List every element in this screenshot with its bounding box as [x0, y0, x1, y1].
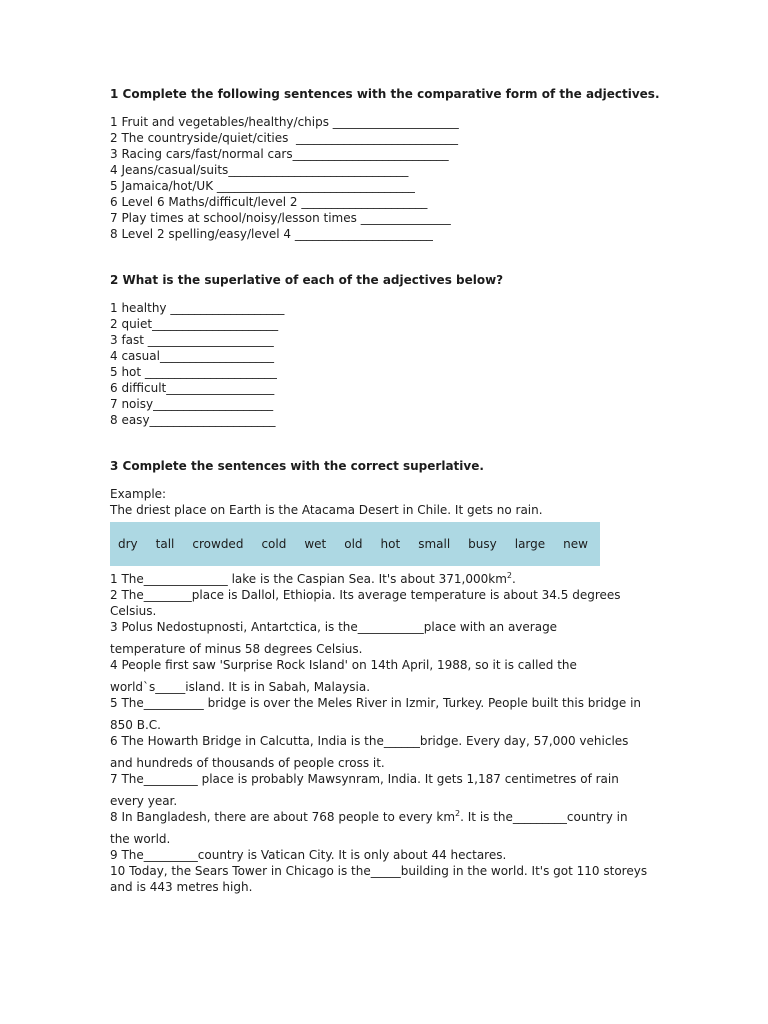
comparative-item: 7 Play times at school/noisy/lesson times _______________ — [110, 211, 451, 225]
comparative-item: 4 Jeans/casual/suits______________________________ — [110, 163, 409, 177]
comparative-item: 6 Level 6 Maths/difficult/level 2 _____________________ — [110, 195, 428, 209]
comparative-item: 2 The countryside/quiet/cities ___________________________ — [110, 131, 459, 145]
exercise-3 — [110, 458, 670, 895]
gap-fill-text: and hundreds of thousands of people cross it. — [110, 756, 385, 770]
gap-fill-line — [110, 863, 670, 879]
example-block — [110, 486, 670, 518]
gap-fill-line — [110, 619, 670, 635]
exercise-1-heading: 1 Complete the following sentences with the comparative form of the adjectives. — [110, 87, 660, 101]
gap-fill-line — [110, 695, 670, 711]
gap-fill-text: 8 In Bangladesh, there are about 768 people to every km — [110, 810, 456, 824]
example-label: Example: — [110, 487, 167, 501]
gap-fill-line — [110, 679, 670, 695]
gap-fill-line — [110, 587, 670, 603]
gap-fill-text: . — [512, 572, 516, 586]
gap-fill-line — [110, 755, 670, 771]
gap-fill-line — [110, 809, 670, 825]
comparative-item: 5 Jamaica/hot/UK _________________________________ — [110, 179, 415, 193]
gap-fill-text: . It is the_________country in — [460, 810, 628, 824]
gap-fill-line — [110, 603, 670, 619]
gap-fill-text: 850 B.C. — [110, 718, 161, 732]
exercise-2-heading: 2 What is the superlative of each of the adjectives below? — [110, 273, 504, 287]
word-bank-word: dry — [118, 537, 138, 551]
superlative-item: 8 easy_____________________ — [110, 413, 276, 427]
gap-fill-text: 2 The________place is Dallol, Ethiopia. Its average temperature is about 34.5 degrees — [110, 588, 621, 602]
word-bank-word: hot — [380, 537, 401, 551]
gap-fill-line — [110, 771, 670, 787]
superlative-item: 1 healthy ___________________ — [110, 301, 285, 315]
comparative-item: 8 Level 2 spelling/easy/level 4 _______________________ — [110, 227, 433, 241]
gap-fill-line — [110, 657, 670, 673]
gap-fill-text: 6 The Howarth Bridge in Calcutta, India is the______bridge. Every day, 57,000 vehicles — [110, 734, 629, 748]
exercise-3-heading: 3 Complete the sentences with the correct superlative. — [110, 459, 484, 473]
comparative-item: 1 Fruit and vegetables/healthy/chips _____________________ — [110, 115, 459, 129]
exercise-3-list — [110, 571, 670, 895]
gap-fill-text: every year. — [110, 794, 178, 808]
comparative-item: 3 Racing cars/fast/normal cars__________________________ — [110, 147, 449, 161]
exercise-1-list — [110, 114, 670, 242]
superlative-item: 6 difficult__________________ — [110, 381, 275, 395]
exercise-2-list — [110, 300, 670, 428]
superlative-item: 7 noisy____________________ — [110, 397, 274, 411]
exercise-1 — [110, 86, 670, 242]
word-bank-word: busy — [468, 537, 497, 551]
word-bank-word: old — [344, 537, 363, 551]
gap-fill-line — [110, 879, 670, 895]
example-sentence: The driest place on Earth is the Atacama Desert in Chile. It gets no rain. — [110, 503, 543, 517]
superscript: 2 — [506, 571, 512, 580]
gap-fill-line — [110, 847, 670, 863]
gap-fill-text: 4 People first saw 'Surprise Rock Island' on 14th April, 1988, so it is called the — [110, 658, 577, 672]
gap-fill-text: 3 Polus Nedostupnosti, Antartctica, is the___________place with an average — [110, 620, 558, 634]
gap-fill-text: temperature of minus 58 degrees Celsius. — [110, 642, 363, 656]
word-bank-word: cold — [261, 537, 287, 551]
gap-fill-line — [110, 717, 670, 733]
gap-fill-line — [110, 571, 670, 587]
word-bank-word: small — [418, 537, 451, 551]
gap-fill-text: 5 The__________ bridge is over the Meles River in Izmir, Turkey. People built this bridge in — [110, 696, 642, 710]
superlative-item: 5 hot ______________________ — [110, 365, 277, 379]
gap-fill-text: and is 443 metres high. — [110, 880, 253, 894]
gap-fill-text: world`s_____island. It is in Sabah, Malaysia. — [110, 680, 371, 694]
superlative-item: 3 fast _____________________ — [110, 333, 274, 347]
gap-fill-line — [110, 641, 670, 657]
gap-fill-text: 1 The______________ lake is the Caspian Sea. It's about 371,000km — [110, 572, 507, 586]
gap-fill-text: 9 The_________country is Vatican City. It is only about 44 hectares. — [110, 848, 507, 862]
gap-fill-text: 10 Today, the Sears Tower in Chicago is the_____building in the world. It's got 110 storeys — [110, 864, 648, 878]
word-bank-word: wet — [304, 537, 327, 551]
superlative-item: 2 quiet_____________________ — [110, 317, 279, 331]
word-bank-word: crowded — [192, 537, 244, 551]
gap-fill-line — [110, 831, 670, 847]
word-bank-word: tall — [155, 537, 175, 551]
gap-fill-text: Celsius. — [110, 604, 157, 618]
word-bank-word: new — [563, 537, 588, 551]
gap-fill-text: the world. — [110, 832, 171, 846]
exercise-2 — [110, 272, 670, 428]
word-bank — [110, 522, 600, 566]
gap-fill-line — [110, 733, 670, 749]
superlative-item: 4 casual___________________ — [110, 349, 274, 363]
gap-fill-line — [110, 793, 670, 809]
gap-fill-text: 7 The_________ place is probably Mawsynram, India. It gets 1,187 centimetres of rain — [110, 772, 619, 786]
superscript: 2 — [455, 809, 461, 818]
word-bank-word: large — [514, 537, 546, 551]
